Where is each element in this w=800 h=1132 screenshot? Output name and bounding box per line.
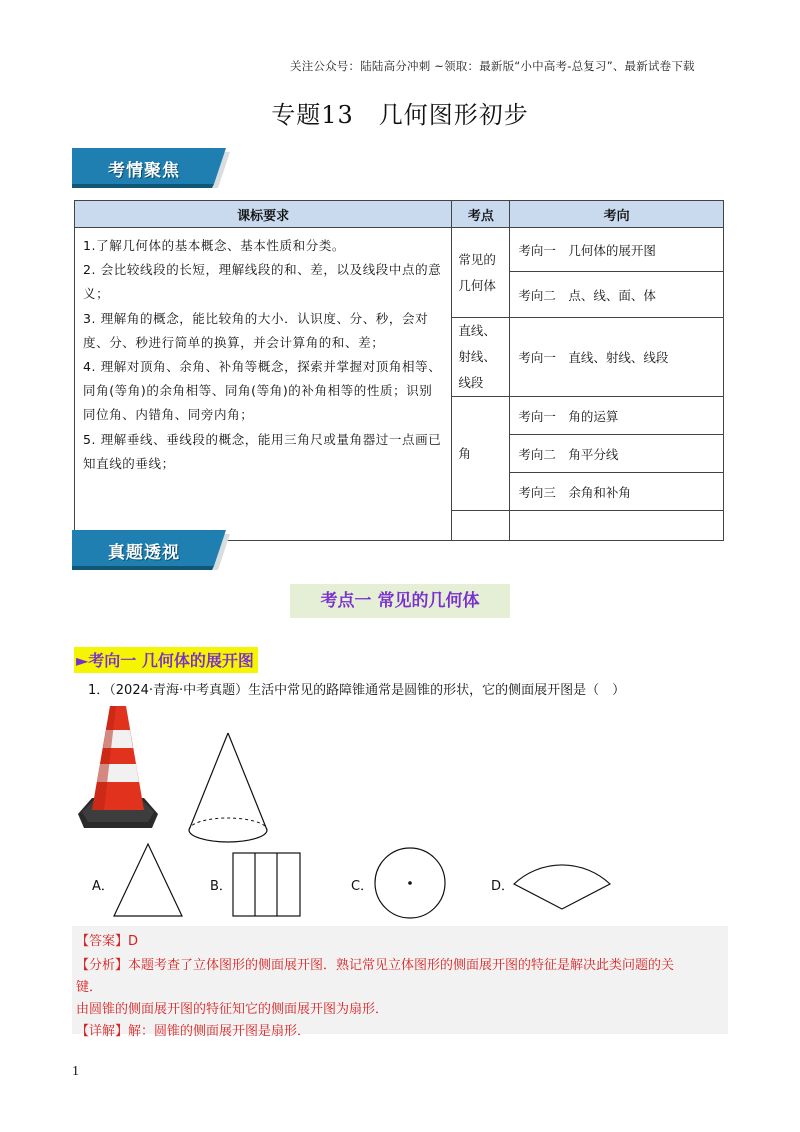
option-c-label[interactable]: C． [351,879,374,894]
option-a-triangle[interactable] [112,842,184,918]
requirements-cell [75,228,452,541]
question-1 [88,679,625,698]
traffic-cone-image [72,702,164,834]
option-d-label[interactable]: D． [491,879,515,894]
kaodian-cell: 角 [452,397,510,511]
kaoxiang-cell: 考向一 几何体的展开图 [510,228,724,272]
header-note: 关注公众号：陆陆高分冲刺 ~领取：最新版“小中高考-总复习”、最新试卷下载 [290,59,695,73]
kaoxiang-cell: 考向二 角平分线 [510,435,724,473]
option-b-label[interactable]: B． [210,879,232,894]
requirement-item: 2. 会比较线段的长短，理解线段的和、差，以及线段中点的意义； [83,262,442,302]
subtopic-heading: ►考向一 几何体的展开图 [74,647,258,673]
option-a-label[interactable]: A． [92,879,114,894]
requirement-item: 1.了解几何体的基本概念、基本性质和分类。 [83,238,346,253]
answer-box [72,926,728,1034]
header-kaodian: 考点 [452,201,510,228]
empty-cell [510,511,724,541]
page-number: 1 [72,1064,79,1079]
option-d-sector[interactable] [510,850,614,912]
detail-line: 【详解】解：圆锥的侧面展开图是扇形． [76,1024,311,1039]
analysis-line: 键． [76,980,103,995]
analysis-line: 由圆锥的侧面展开图的特征知它的侧面展开图为扇形． [76,1002,389,1017]
kaodian-cell: 直线、射线、线段 [452,318,510,397]
kaodian-cell: 常见的几何体 [452,228,510,318]
cone-diagram [186,730,270,848]
kaoxiang-cell: 考向一 直线、射线、线段 [510,318,724,397]
answer-line: 【答案】D [76,934,139,949]
requirement-item: 4. 理解对顶角、余角、补角等概念，探索并掌握对顶角相等、同角(等角)的余角相等、同角(等角)的补角相等的性质；识别同位角、内错角、同旁内角； [83,359,442,423]
header-requirements: 课标要求 [75,201,452,228]
section-banner-exam [72,530,232,572]
option-b-rectangles[interactable] [232,852,302,918]
kaoxiang-cell: 考向二 点、线、面、体 [510,272,724,318]
requirement-item: 3. 理解角的概念，能比较角的大小．认识度、分、秒，会对度、分、秒进行简单的换算，并会计算角的和、差； [83,310,429,350]
topic-heading: 考点一 常见的几何体 [290,584,510,618]
header-kaoxiang: 考向 [510,201,724,228]
kaoxiang-cell: 考向一 角的运算 [510,397,724,435]
question-text: （2024·青海·中考真题）生活中常见的路障锥通常是圆锥的形状，它的侧面展开图是（ ） [109,683,626,698]
section-banner-focus [72,148,232,190]
banner-label: 真题透视 [108,543,180,563]
page-title: 专题13 几何图形初步 [271,101,529,129]
banner-label: 考情聚焦 [108,161,180,181]
empty-cell [452,511,510,541]
curriculum-table [74,200,724,541]
requirement-item: 5. 理解垂线、垂线段的概念，能用三角尺或量角器过一点画已知直线的垂线； [83,431,442,471]
question-number: 1． [88,683,110,698]
kaoxiang-cell: 考向三 余角和补角 [510,473,724,511]
analysis-line: 【分析】本题考查了立体图形的侧面展开图．熟记常见立体图形的侧面展开图的特征是解决此类问题的关 [76,958,675,973]
option-c-circle[interactable] [372,846,448,922]
